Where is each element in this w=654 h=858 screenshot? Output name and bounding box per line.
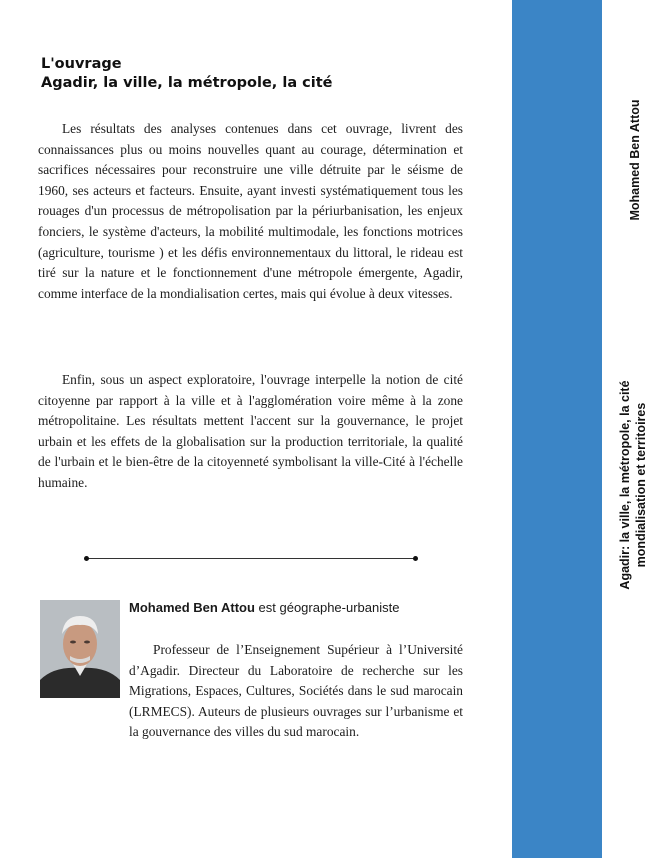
summary-paragraph-1: Les résultats des analyses contenues dans cet ouvrage, livrent des connaissances plus ou moins nouvelles quant au courage, détermination et sacrifices nécessaires pour reconstruire une ville détruite par le séisme de 1960, ses acteurs et facteurs. Ensuite, ayant investi systématiquement tous les rouages d'un processus de métropolisation par la périurbanisation, les enjeux fonciers, le système d'acteurs, la mobilité multimodale, les fonctions motrices (agriculture, tourisme ) et les défis environnementaux du littoral, le rideau est tiré sur la nature et le fonctionnement d'une métropole émergente, Agadir, comme interface de la mondialisation certes, mais qui évolue à deux vitesses.: [38, 121, 463, 301]
divider-dot-right: [413, 556, 418, 561]
heading-line-2: Agadir, la ville, la métropole, la cité: [41, 75, 333, 91]
summary-paragraph-2: Enfin, sous un aspect exploratoire, l'ouvrage interpelle la notion de cité citoyenne par rapport à la ville et à l'agglomération voire même à la zone métropolitaine. Les résultats mettent l'accent sur la gouvernance, le projet urbain et les effets de la globalisation sur la production territoriale, la qualité de l'urbain et le bien-être de la citoyenneté symbolisant la ville-Cité à l'échelle humaine.: [38, 372, 463, 490]
spine-title-line-2: mondialisation et territoires: [634, 402, 648, 568]
spine-title-line-1: Agadir: la ville, la métropole, la cité: [618, 380, 632, 590]
author-name: Mohamed Ben Attou: [129, 600, 255, 615]
spine-band: [512, 0, 602, 858]
author-photo: [40, 600, 120, 698]
book-heading: [41, 55, 481, 93]
printer-credit: CTP & Impression : Imprimerie Rabat Net Maroc: [502, 623, 509, 775]
author-bio: Professeur de l’Enseignement Supérieur à l’Université d’Agadir. Directeur du Laboratoire de recherche sur les Migrations, Espaces, Cultures, Sociétés dans le sud marocain (LRMECS). Auteurs de plusieurs ouvrages sur l’urbanisme et la gouvernance des villes du sud marocain.: [129, 642, 463, 740]
heading-line-1: L'ouvrage: [41, 56, 122, 72]
author-role: est géographe-urbaniste: [258, 600, 400, 615]
divider-dot-left: [84, 556, 89, 561]
author-credit: [129, 599, 469, 617]
spine-author: Mohamed Ben Attou: [628, 99, 642, 221]
author-portrait-illustration: [40, 600, 120, 698]
section-divider: [86, 558, 416, 559]
spine-title: [617, 350, 651, 620]
